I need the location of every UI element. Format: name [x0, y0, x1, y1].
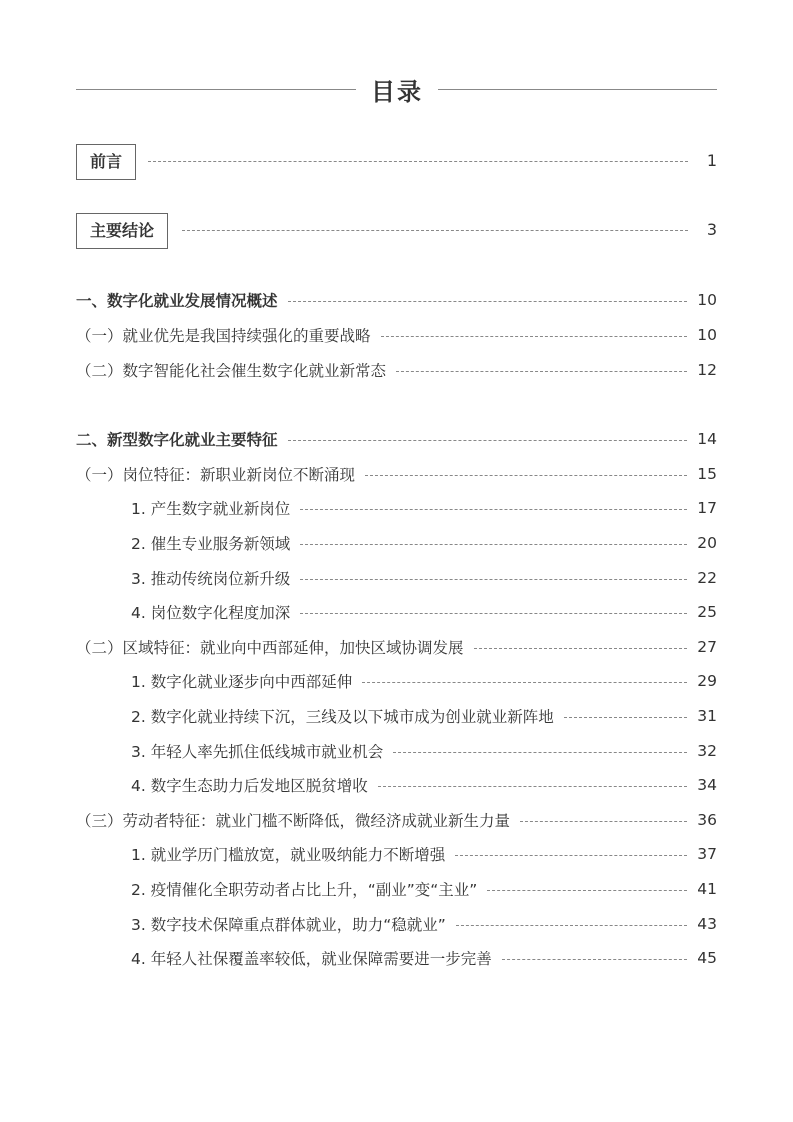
toc-entry-2-2-2[interactable]: [131, 704, 717, 728]
toc-entry-page: 14: [697, 430, 717, 448]
toc-entry-page: 41: [697, 880, 717, 898]
toc-entry-label: 主要结论: [76, 213, 168, 249]
toc-entry-page: 22: [697, 569, 717, 587]
toc-leader-dots: [182, 230, 688, 231]
toc-entry-chapter-1[interactable]: [76, 288, 717, 312]
toc-entry-2-3-3[interactable]: [131, 912, 717, 936]
toc-entry-key-conclusions[interactable]: [76, 213, 717, 249]
toc-entry-2-3-4[interactable]: [131, 946, 717, 970]
title-divider-left: [76, 89, 356, 90]
toc-leader-dots: [502, 959, 687, 960]
toc-entry-2-2-4[interactable]: [131, 773, 717, 797]
toc-entry-label: 2. 催生专业服务新领域: [131, 535, 291, 553]
toc-leader-dots: [455, 855, 687, 856]
toc-entry-label: 1. 就业学历门槛放宽，就业吸纳能力不断增强: [131, 846, 446, 864]
toc-leader-dots: [487, 890, 687, 891]
toc-entry-2-3-2[interactable]: [131, 877, 717, 901]
toc-entry-label: （三）劳动者特征：就业门槛不断降低，微经济成就业新生力量: [76, 812, 511, 830]
toc-entry-2-1-3[interactable]: [131, 566, 717, 590]
toc-entry-label: 2. 数字化就业持续下沉，三线及以下城市成为创业就业新阵地: [131, 708, 554, 726]
toc-entry-label: 3. 数字技术保障重点群体就业，助力“稳就业”: [131, 916, 446, 934]
toc-entry-1-2[interactable]: [76, 358, 717, 382]
toc-entry-page: 10: [697, 291, 717, 309]
toc-leader-dots: [456, 925, 687, 926]
toc-entry-label: 4. 数字生态助力后发地区脱贫增收: [131, 777, 368, 795]
toc-entry-label: 1. 数字化就业逐步向中西部延伸: [131, 673, 353, 691]
toc-entry-page: 29: [697, 672, 717, 690]
toc-entry-label: 一、数字化就业发展情况概述: [76, 292, 278, 310]
toc-entry-page: 1: [706, 151, 717, 170]
toc-title-row: [76, 70, 717, 110]
toc-leader-dots: [300, 509, 687, 510]
page-title: 目录: [371, 78, 423, 106]
toc-leader-dots: [288, 440, 687, 441]
toc-entry-label: 1. 产生数字就业新岗位: [131, 500, 291, 518]
toc-leader-dots: [564, 717, 687, 718]
toc-entry-2-2[interactable]: [76, 635, 717, 659]
toc-leader-dots: [474, 648, 687, 649]
toc-entry-preface[interactable]: [76, 144, 717, 180]
toc-entry-page: 43: [697, 915, 717, 933]
toc-entry-chapter-2[interactable]: [76, 427, 717, 451]
toc-entry-2-3-1[interactable]: [131, 842, 717, 866]
toc-entry-page: 12: [697, 361, 717, 379]
toc-leader-dots: [300, 579, 687, 580]
toc-entry-page: 10: [697, 326, 717, 344]
toc-entry-label: （二）区域特征：就业向中西部延伸，加快区域协调发展: [76, 639, 464, 657]
toc-entry-label: 4. 年轻人社保覆盖率较低，就业保障需要进一步完善: [131, 950, 492, 968]
toc-entry-2-1[interactable]: [76, 462, 717, 486]
toc-entry-label: （一）岗位特征：新职业新岗位不断涌现: [76, 466, 356, 484]
toc-entry-page: 32: [697, 742, 717, 760]
toc-entry-page: 36: [697, 811, 717, 829]
toc-entry-page: 17: [697, 499, 717, 517]
toc-entry-page: 37: [697, 845, 717, 863]
toc-leader-dots: [378, 786, 687, 787]
toc-leader-dots: [365, 475, 687, 476]
toc-entry-label: 2. 疫情催化全职劳动者占比上升，“副业”变“主业”: [131, 881, 478, 899]
toc-leader-dots: [393, 752, 687, 753]
toc-entry-label: 二、新型数字化就业主要特征: [76, 431, 278, 449]
toc-entry-label: 前言: [76, 144, 136, 180]
toc-leader-dots: [362, 682, 687, 683]
toc-entry-label: （一）就业优先是我国持续强化的重要战略: [76, 327, 371, 345]
toc-entry-page: 45: [697, 949, 717, 967]
toc-entry-page: 3: [706, 220, 717, 239]
toc-entry-1-1[interactable]: [76, 323, 717, 347]
toc-leader-dots: [300, 544, 687, 545]
toc-entry-label: 4. 岗位数字化程度加深: [131, 604, 291, 622]
toc-entry-page: 31: [697, 707, 717, 725]
toc-entry-label: （二）数字智能化社会催生数字化就业新常态: [76, 362, 387, 380]
toc-leader-dots: [520, 821, 687, 822]
toc-entry-page: 20: [697, 534, 717, 552]
toc-entry-label: 3. 年轻人率先抓住低线城市就业机会: [131, 743, 384, 761]
toc-entry-page: 25: [697, 603, 717, 621]
toc-leader-dots: [381, 336, 687, 337]
toc-leader-dots: [396, 371, 687, 372]
toc-entry-page: 15: [697, 465, 717, 483]
toc-entry-label: 3. 推动传统岗位新升级: [131, 570, 291, 588]
toc-entry-2-2-1[interactable]: [131, 669, 717, 693]
toc-entry-2-1-1[interactable]: [131, 496, 717, 520]
toc-entry-page: 34: [697, 776, 717, 794]
toc-leader-dots: [300, 613, 687, 614]
toc-entry-2-1-2[interactable]: [131, 531, 717, 555]
title-divider-right: [438, 89, 717, 90]
toc-entry-page: 27: [697, 638, 717, 656]
toc-leader-dots: [288, 301, 687, 302]
toc-leader-dots: [148, 161, 688, 162]
toc-entry-2-1-4[interactable]: [131, 600, 717, 624]
toc-entry-2-3[interactable]: [76, 808, 717, 832]
toc-entry-2-2-3[interactable]: [131, 739, 717, 763]
